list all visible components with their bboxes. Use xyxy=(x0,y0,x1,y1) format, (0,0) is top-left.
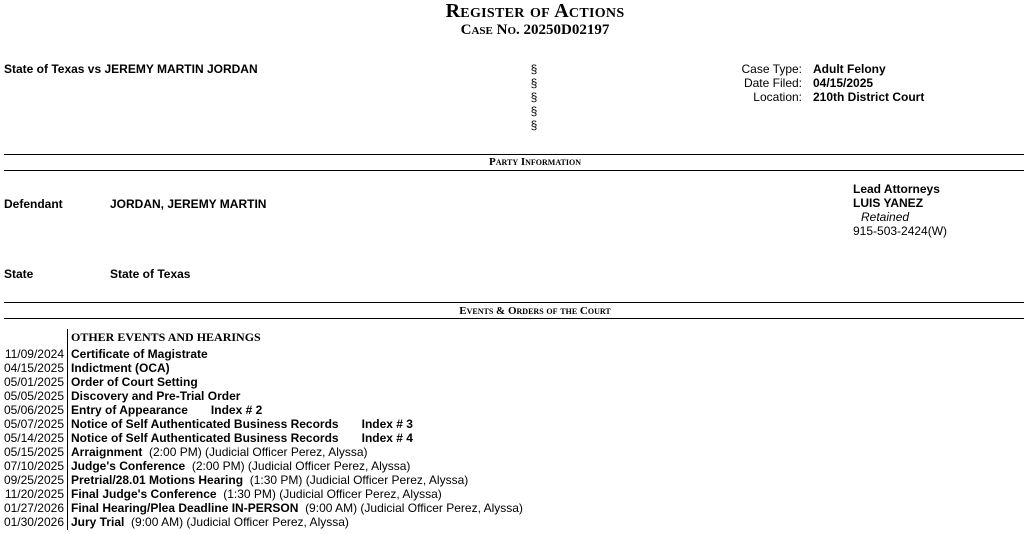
event-detail: (1:30 PM) (Judicial Officer Perez, Alyssa) xyxy=(249,473,469,487)
event-row xyxy=(0,361,523,375)
event-date: 05/06/2025 xyxy=(3,403,64,417)
event-row xyxy=(0,347,523,361)
date-filed-row xyxy=(720,76,924,90)
event-row xyxy=(0,417,523,431)
event-text xyxy=(64,375,198,389)
section-mark: § xyxy=(530,62,538,76)
lead-attorneys xyxy=(853,182,947,238)
location-row xyxy=(720,90,924,104)
lead-attorneys-heading: Lead Attorneys xyxy=(853,182,940,196)
event-date: 01/30/2026 xyxy=(3,515,64,529)
event-text xyxy=(64,361,170,375)
event-index: Index # 2 xyxy=(210,403,263,417)
attorney-name: LUIS YANEZ xyxy=(853,196,924,210)
page-title: Register of Actions xyxy=(445,0,625,22)
event-name: Arraignment xyxy=(71,445,143,459)
other-events-heading: OTHER EVENTS AND HEARINGS xyxy=(71,330,261,344)
case-info xyxy=(720,62,924,104)
event-text xyxy=(64,445,368,459)
case-number: Case No. 20250D02197 xyxy=(460,22,610,38)
event-row xyxy=(0,445,523,459)
event-index: Index # 4 xyxy=(361,431,413,445)
event-text xyxy=(64,403,262,417)
events-list xyxy=(0,347,523,529)
event-text xyxy=(64,389,240,403)
attorney-status: Retained xyxy=(861,210,910,224)
event-name: Judge's Conference xyxy=(71,459,186,473)
event-row xyxy=(0,389,523,403)
event-name: Pretrial/28.01 Motions Hearing xyxy=(71,473,244,487)
section-mark: § xyxy=(530,118,538,132)
event-name: Certificate of Magistrate xyxy=(71,347,208,361)
event-detail: (9:00 AM) (Judicial Officer Perez, Alyssa) xyxy=(305,501,523,515)
event-name: Order of Court Setting xyxy=(71,375,198,389)
divider xyxy=(4,302,1024,303)
event-date: 09/25/2025 xyxy=(3,473,64,487)
section-mark: § xyxy=(530,90,538,104)
event-text xyxy=(64,459,410,473)
divider xyxy=(4,170,1024,171)
event-name: Notice of Self Authenticated Business Records xyxy=(71,417,339,431)
event-date: 11/20/2025 xyxy=(4,487,64,501)
state-name: State of Texas xyxy=(110,267,191,281)
state-role: State xyxy=(4,267,34,281)
event-name: Jury Trial xyxy=(71,515,125,529)
event-row xyxy=(0,431,523,445)
event-date: 05/01/2025 xyxy=(3,375,64,389)
event-text xyxy=(64,431,413,445)
date-filed-value: 04/15/2025 xyxy=(813,76,874,90)
event-name: Entry of Appearance xyxy=(71,403,188,417)
event-row xyxy=(0,459,523,473)
section-mark: § xyxy=(530,76,538,90)
event-row xyxy=(0,501,523,515)
event-date: 05/07/2025 xyxy=(3,417,64,431)
event-date: 05/05/2025 xyxy=(3,389,64,403)
event-row xyxy=(0,515,523,529)
event-name: Notice of Self Authenticated Business Records xyxy=(71,431,339,445)
event-index: Index # 3 xyxy=(361,417,413,431)
case-type-label: Case Type: xyxy=(741,62,802,76)
location-value: 210th District Court xyxy=(813,90,925,104)
events-heading: Events & Orders of the Court xyxy=(459,305,611,317)
event-date: 05/14/2025 xyxy=(3,431,64,445)
location-label: Location: xyxy=(753,90,802,104)
event-name: Final Hearing/Plea Deadline IN-PERSON xyxy=(71,501,299,515)
event-detail: (1:30 PM) (Judicial Officer Perez, Alyssa) xyxy=(223,487,442,501)
event-date: 07/10/2025 xyxy=(3,459,64,473)
event-name: Final Judge's Conference xyxy=(71,487,217,501)
case-style: State of Texas vs JEREMY MARTIN JORDAN xyxy=(4,62,258,76)
event-row xyxy=(0,375,523,389)
event-date: 04/15/2025 xyxy=(3,361,64,375)
event-detail: (9:00 AM) (Judicial Officer Perez, Alyssa) xyxy=(131,515,349,529)
event-detail: (2:00 PM) (Judicial Officer Perez, Alyssa) xyxy=(191,459,411,473)
event-row xyxy=(0,487,523,501)
defendant-role: Defendant xyxy=(4,197,63,211)
event-text xyxy=(64,473,468,487)
event-row xyxy=(0,403,523,417)
attorney-phone: 915-503-2424(W) xyxy=(853,224,948,238)
section-marks xyxy=(528,62,540,132)
event-text xyxy=(64,501,523,515)
case-type-value: Adult Felony xyxy=(813,62,886,76)
event-text xyxy=(64,347,208,361)
section-mark: § xyxy=(530,104,538,118)
event-name: Discovery and Pre-Trial Order xyxy=(71,389,241,403)
event-row xyxy=(0,473,523,487)
event-name: Indictment (OCA) xyxy=(71,361,170,375)
divider xyxy=(4,154,1024,155)
event-date: 11/09/2024 xyxy=(4,347,64,361)
divider xyxy=(4,318,1024,319)
event-date: 05/15/2025 xyxy=(3,445,64,459)
case-type-row xyxy=(720,62,924,76)
defendant-name: JORDAN, JEREMY MARTIN xyxy=(110,197,267,211)
event-text xyxy=(64,515,349,529)
event-text xyxy=(64,417,413,431)
event-detail: (2:00 PM) (Judicial Officer Perez, Alyssa) xyxy=(149,445,368,459)
party-information-heading: Party Information xyxy=(489,156,581,168)
event-date: 01/27/2026 xyxy=(3,501,64,515)
date-filed-label: Date Filed: xyxy=(743,76,802,90)
event-text xyxy=(64,487,442,501)
